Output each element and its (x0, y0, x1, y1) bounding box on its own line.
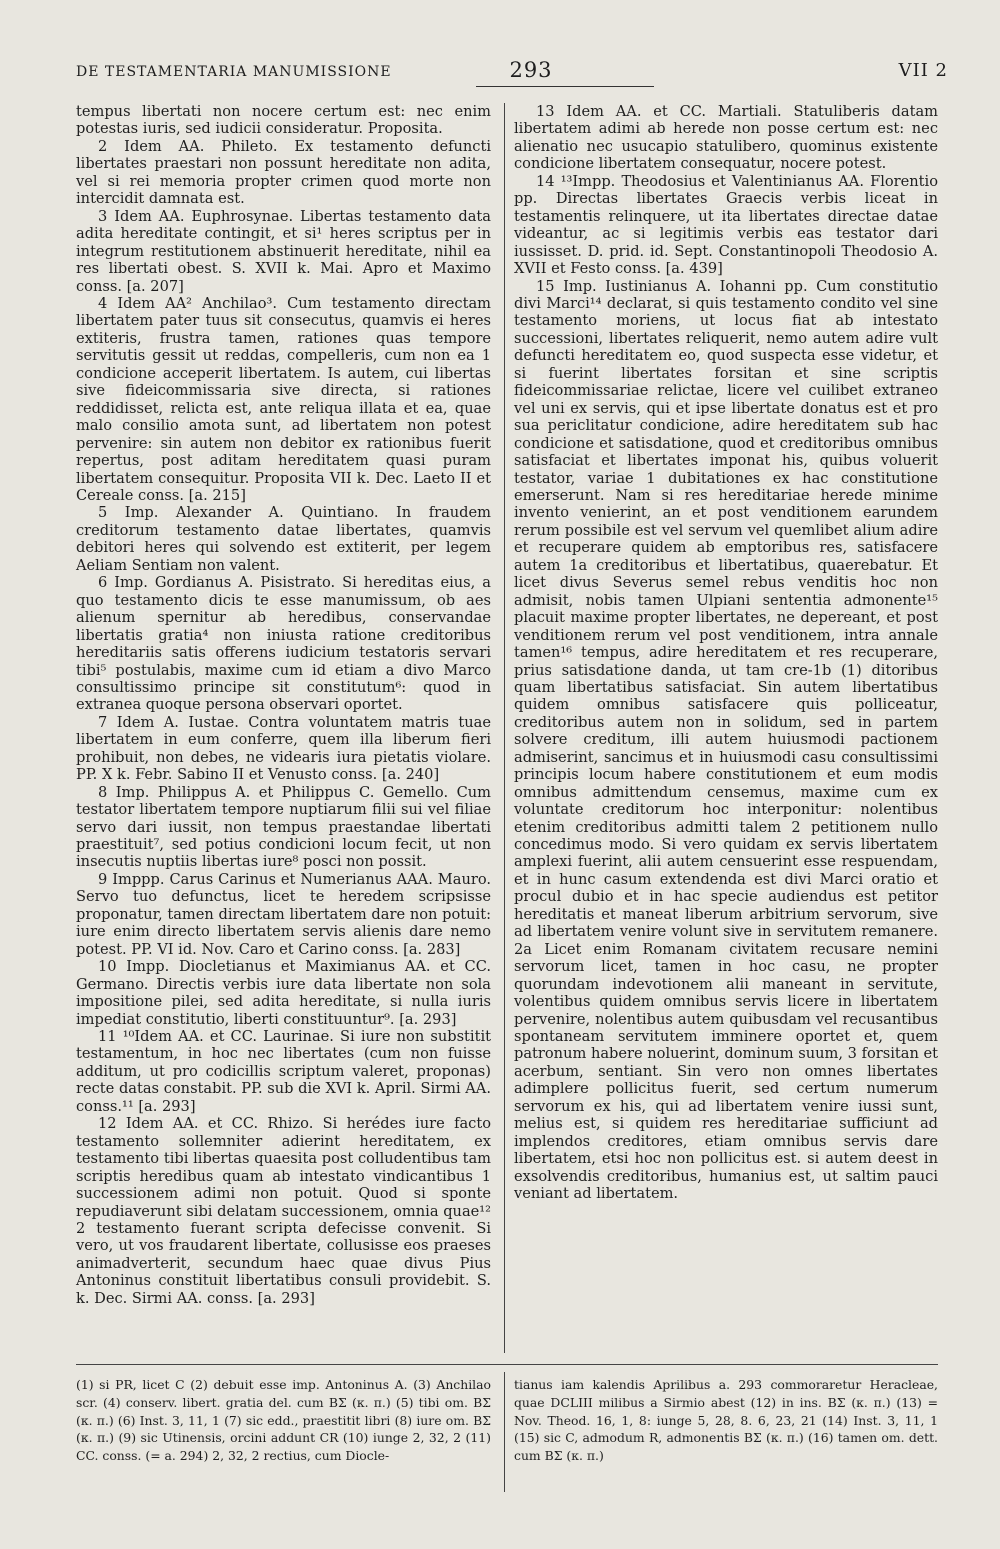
text-paragraph: 11 ¹⁰Idem AA. et CC. Laurinae. Si iure non substitit testamentum, in hoc nec libertates (cum non fuisse additum, ut pro codicillis scriptum valeret, proponas) recte datas constabit. PP. sub die XVI k. April. Sirmi AA. conss.¹¹ [a. 293] (76, 1028, 491, 1115)
text-paragraph: 6 Imp. Gordianus A. Pisistrato. Si hereditas eius, a quo testamento dicis te esse manumissum, ob aes alienum spernitur ab heredibus, conservandae libertatis gratia⁴ non iniusta ratione creditoribus hereditariis satis offerens iudicium testatoris servari tibi⁵ postulabis, maxime cum id etiam a divo Marco consultissimo principe sit constitutum⁶: quod in extranea quoque persona observari oportet. (76, 574, 491, 714)
text-paragraph: 15 Imp. Iustinianus A. Iohanni pp. Cum constitutio divi Marci¹⁴ declarat, si quis testamento condito vel sine testamento moriens, ut locus fiat ab intestato successioni, libertates reliquerit, nemo autem adire vult defuncti hereditatem eo, quod suspecta esse videtur, et si fuerint libertates forsitan et sine scriptis fideicommissariae relictae, licere vel cuilibet extraneo vel uni ex servis, qui et ipse libertate donatus est et pro sua periclitatur condicione, adire hereditatem sub hac condicione et satisdatione, quod et creditoribus omnibus satisfaciat et libertates imponat his, quibus voluerit testator, variae 1 dubitationes ex hac constitutione emerserunt. Nam si res hereditariae herede minime invento venierint, an et post venditionem earundem rerum possibile est vel servum vel quemlibet alium adire et recuperare quidem ab emptoribus res, satisfacere autem 1a creditoribus et libertatibus, quaerebatur. Et licet divus Severus semel rebus venditis hoc non admisit, nobis tamen Ulpiani sententia admonente¹⁵ placuit maxime propter libertates, ne depereant, et post venditionem rerum vel post venditionem, intra annale tamen¹⁶ tempus, adire hereditatem et res recuperare, prius satisdatione danda, ut tam cre-1b (1) ditoribus quam libertatibus satisfaciat. Sin autem libertatibus quidem omnibus satisfacere quis polliceatur, creditoribus autem non in solidum, sed in partem solvere creditum, illi autem huiusmodi pactionem admiserint, sancimus et in huiusmodi casu consultissimi principis locum habere constitutionem et eum modis omnibus admittendum censemus, maxime cum ex voluntate creditorum hoc interponitur: nolentibus etenim creditoribus admitti talem 2 petitionem nullo concedimus modo. Si vero quidam ex servis libertatem amplexi fuerint, alii autem censuerint esse respuendam, et in hunc casum extendenda est divi Marci oratio et procul dubio et in hac specie audiendus est petitor hereditatis et maneat liberum arbitrium servorum, sive ad libertatem venire volunt sive in servitutem remanere. 2a Licet enim Romanam civitatem recusare nemini servorum licet, tamen in hoc casu, ne propter quorundam indevotionem alii maneant in servitute, volentibus quidem omnibus servis licere in libertatem pervenire, nolentibus autem quibusdam vel recusantibus spontaneam servitutem imminere oportet et, quem patronum habere noluerint, dominum suum, 3 forsitan et acerbum, sentiant. Sin vero non omnes libertates adimplere pollicitus fuerit, sed certum numerum servorum ex his, qui ad libertatem venire iussi sunt, melius est, si quidem res hereditariae sufficiunt ad implendos creditores, etiam omnibus servis dare libertatem, etsi hoc non pollicitus est. si autem deest in exsolvendis creditoribus, humanius est, ut saltim pauci veniant ad libertatem. (514, 277, 939, 1203)
footnote-divider (504, 1372, 505, 1492)
text-paragraph: 8 Imp. Philippus A. et Philippus C. Gemello. Cum testator libertatem tempore nuptiarum filii sui vel filiae servo dari iussit, non tempus praestandae libertati praestituit⁷, sed potius condicioni locum fecit, ut non insecutis nuptiis libertas iure⁸ posci non possit. (76, 783, 491, 871)
running-title: DE TESTAMENTARIA MANUMISSIONE (76, 64, 392, 80)
footnote-text: (1) si PR, licet C (2) debuit esse imp. Antoninus A. (3) Anchilao scr. (4) conserv. libert. gratia del. cum BΣ (κ. π.) (5) tibi om. BΣ (κ. π.) (6) Inst. 3, 11, 1 (7) sic edd., praestitit libri (8) iure om. BΣ (κ. π.) (9) sic Utinensis, orcini addunt CR (10) iunge 2, 32, 2 (11) CC. conss. (= a. 294) 2, 32, 2 rectius, cum Diocle- (76, 1377, 491, 1464)
left-column (76, 103, 491, 1307)
page-number: 293 (509, 58, 553, 82)
footnote-rule (76, 1364, 938, 1365)
text-paragraph: 14 ¹³Impp. Theodosius et Valentinianus AA. Florentio pp. Directas libertates Graecis verbis liceat in testamentis relinquere, ut ita libertates directae datae videantur, ac si legitimis verbis eas testator dari iussisset. D. prid. id. Sept. Constantinopoli Theodosio A. XVII et Festo conss. [a. 439] (514, 172, 938, 278)
text-paragraph: 2 Idem AA. Phileto. Ex testamento defuncti libertates praestari non possunt hereditate non adita, vel si rei memoria propter crimen quod morte non intercidit damnata est. (76, 137, 491, 208)
text-paragraph: 5 Imp. Alexander A. Quintiano. In fraudem creditorum testamento datae libertates, quamvis debitori heres qui solvendo est extiterit, per legem Aeliam Sentiam non valent. (76, 504, 491, 574)
text-paragraph: 4 Idem AA² Anchilao³. Cum testamento directam libertatem pater tuus sit consecutus, quamvis ei heres extiteris, frustra tamen, rationes quas tempore servitutis gessit ut reddas, compelleris, cum non ea 1 condicione acceperit libertatem. Is autem, cui libertas sive fideicommissaria sive directa, si rationes reddidisset, relicta est, ante reliqua illata et ea, quae malo consilio amota sunt, ad libertatem non potest pervenire: sin autem non debitor ex rationibus fuerit repertus, post aditam hereditatem quasi puram libertatem consequitur. Proposita VII k. Dec. Laeto II et Cereale conss. [a. 215] (76, 294, 491, 504)
text-paragraph: 3 Idem AA. Euphrosynae. Libertas testamento data adita hereditate contingit, et si¹ heres scriptus per in integrum restitutionem abstinuerit hereditate, nihil ea res libertati obest. S. XVII k. Mai. Apro et Maximo conss. [a. 207] (76, 207, 491, 295)
footnotes-right (514, 1376, 938, 1465)
header-rule (476, 86, 654, 87)
text-paragraph: 12 Idem AA. et CC. Rhizo. Si herédes iure facto testamento sollemniter adierint hereditatem, ex testamento tibi libertas quaesita post colludentibus tam scriptis heredibus quam ab intestato vindicantibus 1 successionem adimi non potuit. Quod si sponte repudiaverunt sibi delatam successionem, omnia quae¹² 2 testamento fuerant scripta defecisse convenit. Si vero, ut vos fraudarent libertate, collusisse eos praeses animadverterit, secundum haec quae divus Pius Antoninus constituit libertatibus consuli providebit. S. k. Dec. Sirmi AA. conss. [a. 293] (76, 1115, 491, 1307)
text-paragraph: 13 Idem AA. et CC. Martiali. Statuliberis datam libertatem adimi ab herede non posse certum est: nec alienatio nec usucapio statulibero, quominus existente condicione libertatem consequatur, nocere potest. (514, 103, 938, 173)
text-paragraph: 10 Impp. Diocletianus et Maximianus AA. et CC. Germano. Directis verbis iure data libertate non sola impositione pilei, sed adita hereditate, si nulla iuris impediat constitutio, liberti constituuntur⁹. [a. 293] (76, 958, 491, 1028)
footnote-text: tianus iam kalendis Aprilibus a. 293 commoraretur Heracleae, quae DCLIII milibus a Sirmio abest (12) in ins. BΣ (κ. π.) (13) = Nov. Theod. 16, 1, 8: iunge 5, 28, 8. 6, 23, 21 (14) Inst. 3, 11, 1 (15) sic C, admodum R, admonentis BΣ (κ. π.) (16) tamen om. dett. cum BΣ (κ. π.) (514, 1377, 938, 1464)
footnotes-left (76, 1376, 491, 1465)
book-section-label: VII 2 (898, 60, 948, 81)
running-head (76, 58, 948, 88)
column-divider (504, 103, 505, 1353)
text-paragraph: 7 Idem A. Iustae. Contra voluntatem matris tuae libertatem in eum conferre, quem illa liberum fieri prohibuit, non debes, ne videaris iura pietatis violare. PP. X k. Febr. Sabino II et Venusto conss. [a. 240] (76, 713, 491, 784)
text-paragraph: tempus libertati non nocere certum est: nec enim potestas iuris, sed iudicii consideratur. Proposita. (76, 103, 491, 138)
right-column (514, 103, 938, 1203)
text-paragraph: 9 Imppp. Carus Carinus et Numerianus AAA. Mauro. Servo tuo defunctus, licet te heredem scripsisse proponatur, tamen directam libertatem dare non potuit: iure enim directo libertatem servis alienis dare nemo potest. PP. VI id. Nov. Caro et Carino conss. [a. 283] (76, 870, 491, 958)
